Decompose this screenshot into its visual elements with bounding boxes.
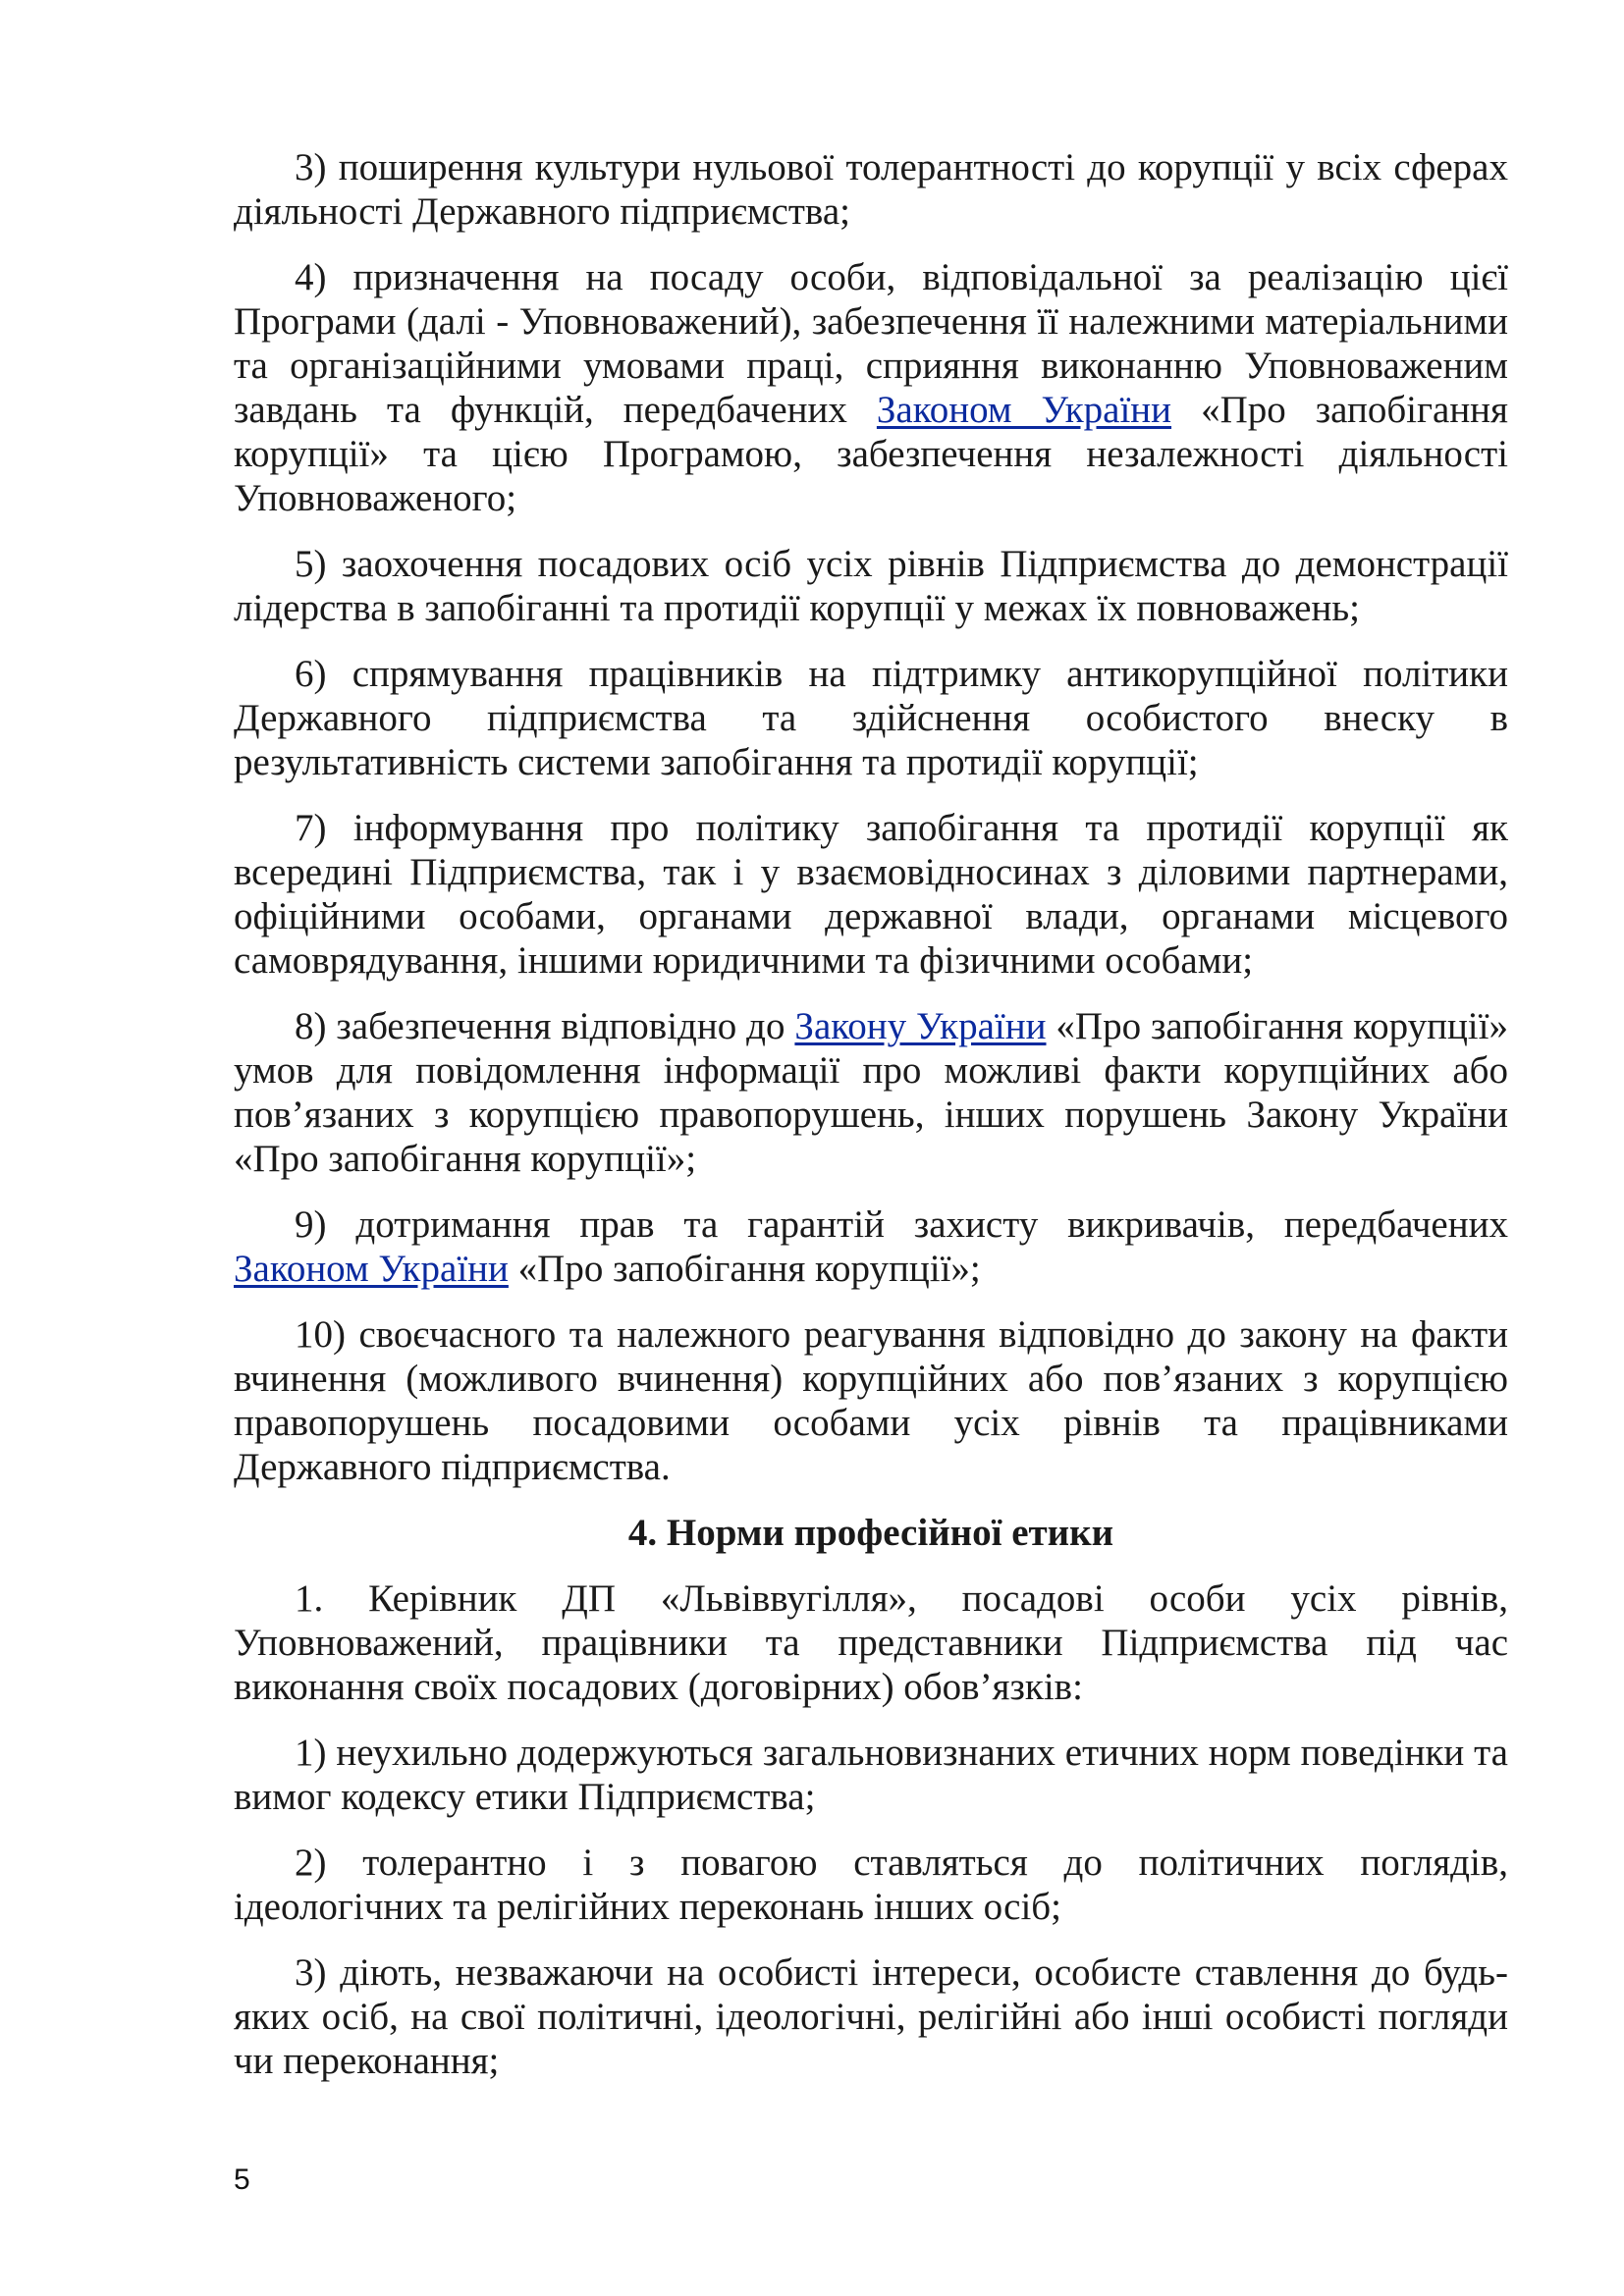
paragraph-text-before-link: 4) призначення на посаду особи, відповідальної за реалізацію цієї Програми (далі - Уповноважений), забезпечення її належними матеріальними та організаційними умовами праці, сприяння виконанню Уповноваженим завдань та функцій, передбачених [234,256,1508,431]
paragraph-text: 7) інформування про політику запобігання та протидії корупції як всередині Підприємства, так і у взаємовідносинах з діловими партнерами, офіційними особами, органами державної влади, органами місцевого самоврядування, іншими юридичними та фізичними особами; [234,807,1508,982]
page-number: 5 [234,2163,250,2196]
list-item-7 [234,806,1508,983]
paragraph-text: 3) поширення культури нульової толерантності до корупції у всіх сферах діяльності Державного підприємства; [234,146,1508,233]
list-item-5 [234,542,1508,630]
paragraph-text: 5) заохочення посадових осіб усіх рівнів Підприємства до демонстрації лідерства в запобіганні та протидії корупції у межах їх повноважень; [234,543,1508,629]
section-list-item-3 [234,1950,1508,2083]
paragraph-text: 1. Керівник ДП «Львіввугілля», посадові особи усіх рівнів, Уповноважений, працівники та представники Підприємства під час виконання своїх посадових (договірних) обов’язків: [234,1577,1508,1708]
section-heading: 4. Норми професійної етики [627,1512,1114,1554]
paragraph-text-before-link: 9) дотримання прав та гарантій захисту викривачів, передбачених [295,1203,1508,1246]
paragraph-text-after-link: «Про запобігання корупції» та цією Програмою, забезпечення незалежності діяльності Уповноваженого; [234,389,1508,519]
paragraph-text: 10) своєчасного та належного реагування відповідно до закону на факти вчинення (можливого вчинення) корупційних або пов’язаних з корупцією правопорушень посадовими особами усіх рівнів та працівниками Державного підприємства. [234,1313,1508,1488]
paragraph-text-after-link: «Про запобігання корупції»; [508,1248,981,1290]
paragraph-text: 3) діють, незважаючи на особисті інтереси, особисте ставлення до будь-яких осіб, на свої політичні, ідеологічні, релігійні або інші особисті погляди чи переконання; [234,1951,1508,2082]
law-link[interactable]: Законом України [234,1248,509,1290]
law-link[interactable]: Закону України [794,1005,1047,1047]
section-list-item-1 [234,1731,1508,1819]
document-page [234,145,1508,2105]
paragraph-text-before-link: 8) забезпечення відповідно до [295,1005,795,1047]
paragraph-text: 1) неухильно додержуються загальновизнаних етичних норм поведінки та вимог кодексу етики Підприємства; [234,1732,1508,1818]
list-item-8 [234,1004,1508,1181]
list-item-3 [234,145,1508,234]
paragraph-text: 2) толерантно і з повагою ставляться до політичних поглядів, ідеологічних та релігійних переконань інших осіб; [234,1842,1508,1928]
paragraph-text: 6) спрямування працівників на підтримку антикорупційної політики Державного підприємства та здійснення особистого внеску в результативність системи запобігання та протидії корупції; [234,653,1508,783]
law-link[interactable]: Законом України [876,389,1172,431]
section-list-item-2 [234,1841,1508,1929]
list-item-10 [234,1312,1508,1489]
list-item-4 [234,255,1508,520]
list-item-6 [234,652,1508,784]
paragraph-text-after-link: «Про запобігання корупції» умов для повідомлення інформації про можливі факти корупційних або пов’язаних з корупцією правопорушень, інших порушень Закону України «Про запобігання корупції»; [234,1005,1508,1180]
section-paragraph-1 [234,1576,1508,1709]
list-item-9 [234,1202,1508,1291]
